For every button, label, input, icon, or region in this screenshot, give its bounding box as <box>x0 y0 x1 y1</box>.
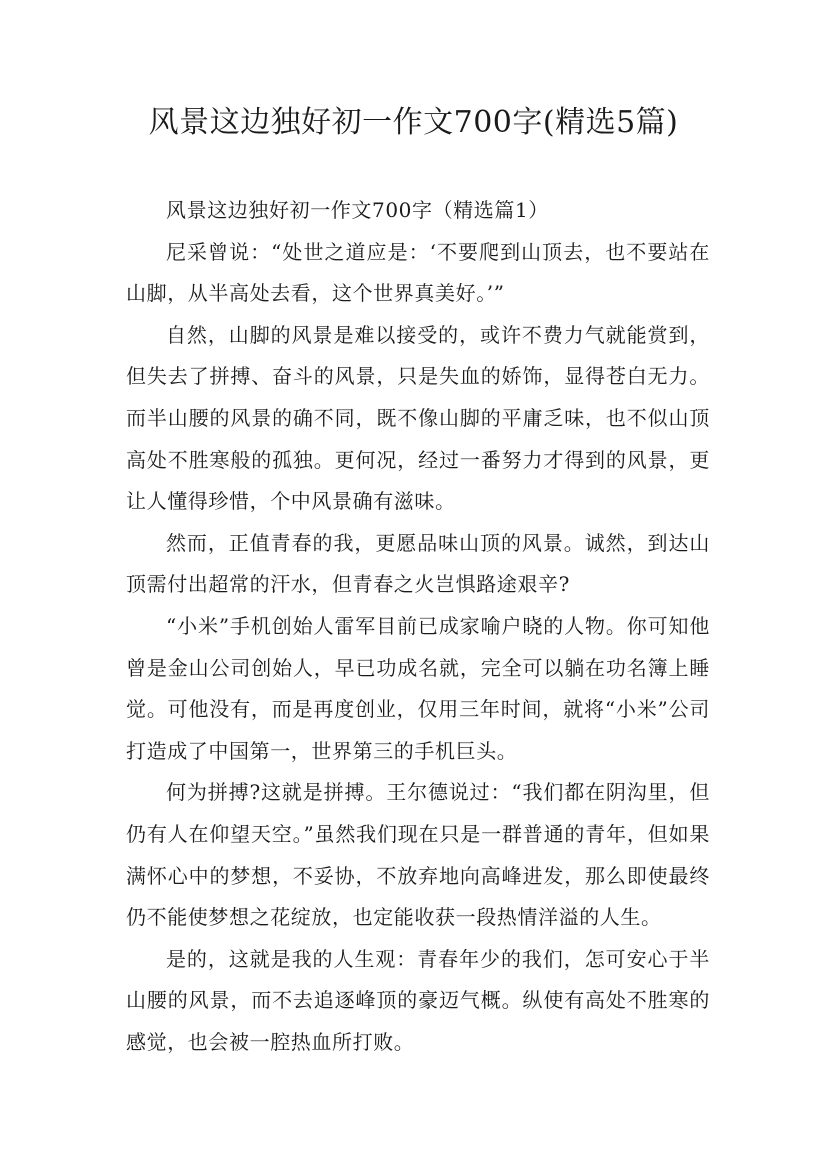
section-heading: 风景这边独好初一作文700字（精选篇1） <box>166 198 549 222</box>
paragraph: 尼采曾说：“处世之道应是：‘不要爬到山顶去，也不要站在山脚，从半高处去看，这个世界真美好。’” <box>126 239 710 306</box>
paragraph: 自然，山脚的风景是难以接受的，或许不费力气就能赏到，但失去了拼搏、奋斗的风景，只是失血的娇饰，显得苍白无力。而半山腰的风景的确不同，既不像山脚的平庸乏味，也不似山顶高处不胜寒般的孤独。更何况，经过一番努力才得到的风景，更让人懂得珍惜，个中风景确有滋味。 <box>126 322 710 514</box>
paragraph: 何为拼搏?这就是拼搏。王尔德说过：“我们都在阴沟里，但仍有人在仰望天空。”虽然我们现在只是一群普通的青年，但如果满怀心中的梦想，不妥协，不放弃地向高峰进发，那么即使最终仍不能使梦想之花绽放，也定能收获一段热情洋溢的人生。 <box>126 780 710 930</box>
paragraph: 是的，这就是我的人生观：青春年少的我们，怎可安心于半山腰的风景，而不去追逐峰顶的豪迈气概。纵使有高处不胜寒的感觉，也会被一腔热血所打败。 <box>126 946 710 1054</box>
paragraph: 然而，正值青春的我，更愿品味山顶的风景。诚然，到达山顶需付出超常的汗水，但青春之火岂惧路途艰辛? <box>126 530 710 597</box>
document-title: 风景这边独好初一作文700字(精选5篇) <box>148 105 679 140</box>
document-body <box>126 190 710 1063</box>
paragraph: “小米”手机创始人雷军目前已成家喻户晓的人物。你可知他曾是金山公司创始人，早已功成名就，完全可以躺在功名簿上睡觉。可他没有，而是再度创业，仅用三年时间，就将“小米”公司打造成了中国第一，世界第三的手机巨头。 <box>126 613 710 763</box>
